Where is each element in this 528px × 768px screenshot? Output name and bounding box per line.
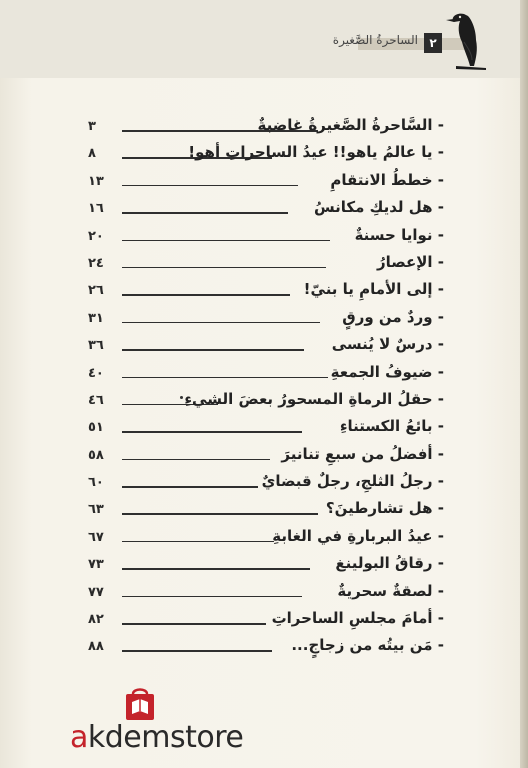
toc-chapter-title: - وردٌ من ورقٍ (342, 307, 444, 326)
toc-page-number: ٣١ (88, 310, 104, 326)
toc-entry[interactable] (88, 581, 444, 608)
toc-entry[interactable] (88, 197, 444, 224)
toc-entry[interactable] (88, 444, 444, 471)
toc-page-number: ٦٠ (88, 475, 104, 491)
toc-chapter-title: - عيدُ البربارةِ في الغابةِ (272, 526, 444, 545)
toc-chapter-title: - لصقةٌ سحريةٌ (337, 581, 444, 600)
toc-entry[interactable] (88, 142, 444, 169)
toc-chapter-title: - هل لديكِ مكانسُ (313, 198, 444, 217)
toc-entry[interactable] (88, 498, 444, 525)
toc-leader-line (122, 267, 326, 269)
toc-leader-line (122, 212, 288, 214)
toc-leader-line (122, 623, 266, 625)
toc-entry[interactable] (88, 416, 444, 443)
toc-chapter-title: - درسٌ لا يُنسى (331, 335, 444, 354)
toc-chapter-title: - الإعصارُ (376, 252, 444, 271)
toc-page-number: ٥١ (88, 420, 104, 436)
toc-chapter-title: - يا عالمُ ياهو!! عيدُ الساحراتِ أهو! (188, 143, 444, 162)
toc-chapter-title: - السَّاحرةُ الصَّغيرةُ غاضبةٌ (257, 116, 444, 134)
toc-leader-line (122, 513, 318, 515)
toc-chapter-title: - رقاقُ البولينغ (335, 554, 444, 573)
toc-entry[interactable] (88, 225, 444, 252)
toc-page-number: ١٦ (88, 201, 104, 217)
toc-leader-line (122, 568, 310, 570)
toc-chapter-title: - أفضلُ من سبعِ تنانيرَ (281, 444, 444, 463)
toc-chapter-title: - أمامَ مجلسِ الساحراتِ (271, 609, 444, 628)
toc-entry[interactable] (88, 553, 444, 580)
toc-page-number: ٥٨ (88, 447, 104, 463)
toc-entry[interactable] (88, 608, 444, 635)
toc-page-number: ٤٠ (88, 365, 104, 381)
toc-page-number: ٤٦ (88, 392, 104, 408)
toc-chapter-title: - إلى الأمامِ يا بنيّ! (303, 280, 444, 299)
toc-leader-line (122, 486, 258, 488)
book-title: الساحرةُ الصَّغيرة (332, 33, 418, 47)
chapter-number-badge: ٢ (424, 33, 442, 53)
shopping-bag-icon (120, 684, 160, 724)
toc-leader-line (122, 377, 328, 379)
toc-entry[interactable] (88, 526, 444, 553)
toc-leader-line (122, 459, 270, 461)
toc-entry[interactable] (88, 279, 444, 306)
toc-page-number: ٢٠ (88, 228, 104, 244)
toc-entry[interactable] (88, 389, 444, 416)
toc-page-number: ٢٤ (88, 255, 104, 271)
toc-page-number: ٧٣ (88, 557, 104, 573)
toc-leader-line (122, 322, 320, 324)
toc-leader-line (122, 431, 302, 433)
crow-illustration (446, 8, 490, 72)
toc-leader-line (122, 240, 330, 242)
toc-entry[interactable] (88, 307, 444, 334)
toc-entry[interactable] (88, 115, 444, 142)
toc-page-number: ٨ (88, 146, 96, 162)
page-binding-edge (520, 0, 528, 768)
toc-leader-line (122, 349, 304, 351)
toc-chapter-title: - خططُ الانتقامِ (330, 170, 444, 189)
toc-page-number: ٦٧ (88, 529, 104, 545)
toc-page-number: ١٣ (88, 173, 104, 189)
toc-chapter-title: - رجلُ الثلجِ، رجلٌ قبضايٌ (261, 472, 444, 491)
toc-entry[interactable] (88, 635, 444, 662)
toc-page-number: ٨٨ (88, 639, 104, 655)
toc-leader-line (122, 596, 302, 598)
toc-entry[interactable] (88, 471, 444, 498)
stray-dot (180, 396, 183, 399)
toc-chapter-title: - بائعُ الكستناءِ (339, 417, 444, 436)
toc-leader-line (122, 650, 272, 652)
toc-page-number: ٢٦ (88, 283, 104, 299)
toc-leader-line (122, 541, 274, 543)
toc-page-number: ٧٧ (88, 584, 104, 600)
toc-leader-line (122, 294, 290, 296)
toc-page-number: ٣ (88, 119, 96, 134)
toc-page-number: ٨٢ (88, 612, 104, 628)
store-watermark: akdemstore (70, 720, 244, 755)
toc-leader-line (122, 185, 298, 187)
toc-entry[interactable] (88, 362, 444, 389)
toc-chapter-title: - نوايا حسنةٌ (354, 225, 444, 244)
page-header (0, 0, 528, 78)
toc-chapter-title: - مَن بيتُه من زجاجٍ... (291, 636, 444, 655)
toc-entry[interactable] (88, 170, 444, 197)
toc-chapter-title: - هل تشارطينَ؟ (325, 499, 444, 518)
toc-entry[interactable] (88, 252, 444, 279)
toc-entry[interactable] (88, 334, 444, 361)
toc-page-number: ٦٣ (88, 502, 104, 518)
table-of-contents (88, 115, 444, 663)
toc-chapter-title: - ضيوفُ الجمعةِ (330, 362, 444, 381)
toc-chapter-title: - حقلُ الرماةِ المسحورُ بعضَ الشيءِ (184, 389, 444, 408)
toc-page-number: ٣٦ (88, 338, 104, 354)
